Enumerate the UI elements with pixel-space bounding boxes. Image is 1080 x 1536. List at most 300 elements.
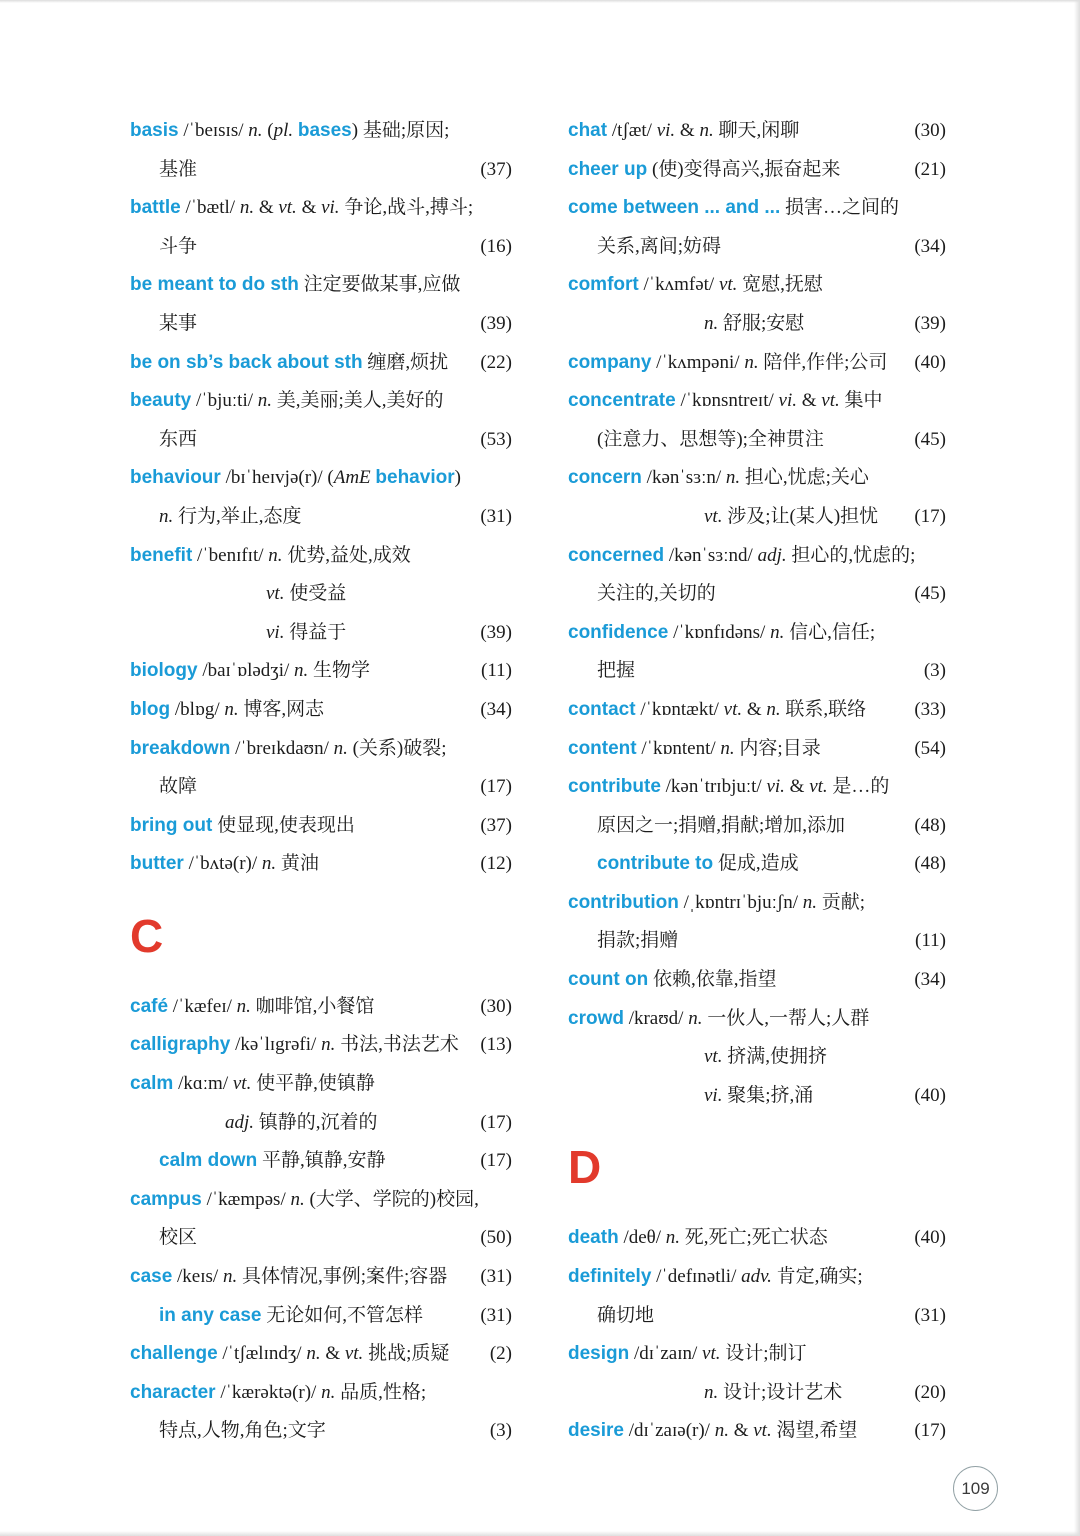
- entry-line: [568, 537, 946, 576]
- text-run: vi.: [321, 197, 340, 219]
- entry-text: [130, 730, 447, 769]
- page-ref: (31): [914, 1304, 946, 1326]
- page-ref: (37): [480, 814, 512, 836]
- text-run: /deθ/: [618, 1227, 666, 1249]
- text-run: n.: [744, 351, 759, 373]
- entry-text: [568, 382, 883, 421]
- entry-line: [568, 884, 946, 923]
- page-ref: (20): [914, 1381, 946, 1403]
- text-run: &: [784, 776, 810, 798]
- text-run: 争论,战斗,搏斗;: [344, 197, 474, 219]
- text-run: /ˈdefɪnətli/: [651, 1266, 742, 1288]
- entry-line: [130, 1104, 512, 1143]
- text-run: n.: [704, 312, 719, 334]
- entry-line: [568, 112, 946, 151]
- text-run: 设计;制订: [725, 1343, 807, 1365]
- text-run: n.: [704, 1381, 719, 1403]
- text-run: 原因之一;捐赠,捐献;增加,添加: [597, 814, 846, 836]
- text-run: 基准: [159, 158, 198, 180]
- text-run: /ˈkɒntækt/: [635, 698, 724, 720]
- headword: come between ... and ...: [568, 197, 781, 219]
- text-run: vi.: [656, 120, 676, 141]
- page-ref: (39): [480, 621, 512, 643]
- text-run: 故障: [159, 776, 198, 798]
- page-ref: (12): [480, 853, 512, 875]
- text-run: 具体情况,事例;案件;容器: [241, 1266, 448, 1288]
- entry-text: [130, 189, 473, 228]
- text-run: 书法,书法艺术: [340, 1034, 459, 1056]
- entry-line: [130, 112, 512, 151]
- headword: basis: [130, 120, 179, 141]
- text-run: 关系,离间;妨碍: [597, 235, 722, 257]
- text-run: 陪伴,作伴;公司: [763, 351, 888, 373]
- glossary-column-left: [130, 112, 512, 1451]
- entry-text: [568, 961, 776, 1000]
- headword: desire: [568, 1420, 624, 1442]
- text-run: 使显现,使表现出: [217, 814, 355, 836]
- text-run: n.: [261, 853, 277, 875]
- text-run: 挤满,使拥挤: [727, 1046, 827, 1068]
- section-header-c: [130, 884, 512, 988]
- entry-text: [130, 344, 448, 383]
- text-run: /ˈbeɪsɪs/: [178, 120, 249, 141]
- text-run: (: [262, 120, 274, 141]
- entry-line: [130, 845, 512, 884]
- text-run: pl.: [273, 120, 294, 141]
- text-run: /ˈkɒnfɪdəns/: [668, 621, 771, 643]
- headword: case: [130, 1266, 173, 1288]
- page-ref: (50): [480, 1227, 512, 1249]
- text-run: n.: [802, 891, 817, 913]
- text-run: vt.: [821, 390, 840, 412]
- entry-line: [568, 807, 946, 846]
- headword: behaviour: [130, 467, 221, 489]
- page-ref: (33): [914, 698, 946, 720]
- text-run: 生物学: [313, 660, 371, 682]
- text-run: 特点,人物,角色;文字: [159, 1420, 326, 1442]
- text-run: 依赖,依靠,指望: [652, 969, 777, 991]
- text-run: vt.: [753, 1420, 772, 1442]
- page-ref: (45): [914, 428, 946, 450]
- entry-text: [130, 382, 444, 421]
- page-ref: (31): [480, 505, 512, 527]
- text-run: n.: [321, 1381, 336, 1403]
- entry-line: [130, 1412, 512, 1451]
- entry-text: [130, 1181, 479, 1220]
- text-run: n.: [248, 120, 263, 141]
- text-run: /ˈkʌmfət/: [638, 274, 719, 296]
- entry-text: [568, 884, 865, 923]
- entry-text: [159, 1412, 326, 1451]
- entry-text: [597, 807, 845, 846]
- entry-line: [130, 807, 512, 846]
- entry-text: [130, 652, 370, 691]
- text-run: vt.: [344, 1343, 364, 1365]
- headword: in any case: [159, 1304, 262, 1326]
- entry-line: [130, 1219, 512, 1258]
- page-ref: (17): [914, 1420, 946, 1442]
- text-run: (注意力、思想等);全神贯注: [597, 428, 824, 450]
- headword: concerned: [568, 544, 665, 566]
- entry-line: [568, 961, 946, 1000]
- entry-line: [130, 228, 512, 267]
- text-run: &: [728, 1420, 754, 1442]
- page-ref: (34): [914, 235, 946, 257]
- page-number: 109: [961, 1478, 990, 1498]
- entry-line: [130, 691, 512, 730]
- text-run: /tʃæt/: [607, 120, 657, 141]
- text-run: /ˈbjuːti/: [191, 390, 258, 412]
- text-run: vt.: [718, 274, 738, 296]
- entry-text: [159, 768, 197, 807]
- text-run: /ˈkærəktə(r)/: [215, 1381, 322, 1403]
- text-run: /ˈkʌmpəni/: [651, 351, 745, 373]
- entry-text: [130, 691, 324, 730]
- entry-line: [568, 459, 946, 498]
- entry-text: [159, 1297, 423, 1336]
- text-run: /ˈbætl/: [180, 197, 240, 219]
- text-run: (关系)破裂;: [352, 737, 447, 759]
- text-run: /dɪˈzaɪn/: [629, 1343, 703, 1365]
- entry-text: [130, 988, 374, 1027]
- entry-text: [568, 189, 899, 228]
- page-ref: (40): [914, 1227, 946, 1249]
- text-run: 优势,益处,成效: [287, 544, 411, 566]
- text-run: /ˈkæfeɪ/: [168, 995, 237, 1017]
- entry-text: [130, 845, 319, 884]
- page-ref: (17): [480, 1150, 512, 1172]
- headword: café: [130, 995, 169, 1017]
- entry-line: [568, 1258, 946, 1297]
- entry-line: [130, 189, 512, 228]
- headword: battle: [130, 197, 181, 219]
- headword: death: [568, 1227, 619, 1249]
- text-run: 渴望,希望: [776, 1420, 858, 1442]
- entry-line: [130, 1026, 512, 1065]
- text-run: /keɪs/: [172, 1266, 223, 1288]
- text-run: 无论如何,不管怎样: [266, 1304, 423, 1326]
- text-run: adv.: [741, 1266, 772, 1288]
- text-run: /kənˈtrɪbjuːt/: [660, 776, 767, 798]
- page-ref: (22): [480, 351, 512, 373]
- text-run: &: [320, 1343, 345, 1365]
- text-run: n.: [268, 544, 283, 566]
- text-run: /kənˈsɜːnd/: [664, 544, 758, 566]
- page-ref: (45): [914, 583, 946, 605]
- entry-line: [568, 421, 946, 460]
- text-run: 肯定,确实;: [776, 1266, 863, 1288]
- headword: calligraphy: [130, 1034, 231, 1056]
- text-run: 品质,性格;: [340, 1381, 427, 1403]
- text-run: vi.: [266, 621, 285, 643]
- text-run: 关注的,关切的: [597, 583, 716, 605]
- entry-line: [130, 459, 512, 498]
- entry-text: [568, 768, 889, 807]
- headword: contribute: [568, 776, 661, 798]
- headword: concern: [568, 467, 642, 489]
- text-run: n.: [257, 390, 272, 412]
- page-ref: (11): [481, 660, 512, 682]
- entry-line: [130, 1297, 512, 1336]
- entry-line: [568, 1219, 946, 1258]
- page-ref: (34): [914, 969, 946, 991]
- page-ref: (48): [914, 814, 946, 836]
- text-run: 内容;目录: [739, 737, 821, 759]
- text-run: /bɪˈheɪvjə(r)/ (: [220, 467, 334, 489]
- entry-text: [130, 459, 461, 498]
- entry-line: [568, 691, 946, 730]
- headword: benefit: [130, 544, 193, 566]
- text-run: n.: [770, 621, 785, 643]
- glossary-column-right: [568, 112, 946, 1451]
- text-run: /ˌkɒntrɪˈbjuːʃn/: [678, 891, 803, 913]
- text-run: adj.: [225, 1111, 255, 1133]
- text-run: 缠磨,烦扰: [367, 351, 449, 373]
- entry-text: [159, 151, 197, 190]
- text-run: (大学、学院的)校园,: [309, 1188, 479, 1210]
- entry-line: [568, 730, 946, 769]
- headword: beauty: [130, 390, 192, 412]
- entry-text: [159, 498, 302, 537]
- entry-text: [130, 1065, 375, 1104]
- entry-text: [568, 1219, 828, 1258]
- entry-line: [130, 730, 512, 769]
- entry-text: [130, 1258, 447, 1297]
- entry-line: [130, 498, 512, 537]
- entry-line: [568, 652, 946, 691]
- text-run: /ˈtʃælɪndʒ/: [217, 1343, 307, 1365]
- text-run: 使受益: [289, 583, 347, 605]
- text-run: n.: [224, 698, 239, 720]
- entry-line: [568, 344, 946, 383]
- entry-text: [704, 1038, 827, 1077]
- entry-text: [130, 807, 355, 846]
- text-run: n.: [294, 660, 309, 682]
- entry-line: [568, 1000, 946, 1039]
- page-ref: (37): [480, 158, 512, 180]
- text-run: ): [351, 120, 363, 141]
- text-run: &: [675, 120, 700, 141]
- page-ref: (3): [489, 1420, 512, 1442]
- text-run: vt.: [702, 1343, 721, 1365]
- headword: behavior: [375, 467, 455, 489]
- entry-text: [568, 112, 799, 151]
- text-run: /ˈbʌtə(r)/: [183, 853, 262, 875]
- text-run: n.: [665, 1227, 681, 1249]
- entry-line: [130, 537, 512, 576]
- text-run: n.: [333, 737, 348, 759]
- text-run: 联系,联络: [785, 698, 867, 720]
- page-ref: (17): [914, 505, 946, 527]
- page-ref: (16): [480, 235, 512, 257]
- entry-line: [130, 305, 512, 344]
- text-run: 担心,忧虑;关心: [744, 467, 869, 489]
- text-run: /kɑːm/: [173, 1073, 233, 1095]
- text-run: n.: [725, 467, 741, 489]
- entry-line: [568, 151, 946, 190]
- entry-line: [568, 498, 946, 537]
- entry-text: [159, 1142, 385, 1181]
- entry-text: [568, 614, 875, 653]
- text-run: vt.: [809, 776, 828, 798]
- headword: chat: [568, 120, 608, 141]
- page-ref: (40): [914, 351, 946, 373]
- page-ref: (13): [480, 1034, 512, 1056]
- entry-line: [130, 614, 512, 653]
- headword: confidence: [568, 621, 669, 643]
- text-run: 美,美丽;美人,美好的: [276, 390, 444, 412]
- entry-text: [568, 1000, 869, 1039]
- entry-line: [568, 1077, 946, 1116]
- entry-text: [159, 1219, 197, 1258]
- text-run: n.: [720, 737, 735, 759]
- text-run: AmE: [333, 467, 371, 489]
- entry-text: [704, 305, 804, 344]
- headword: blog: [130, 698, 171, 720]
- text-run: 平静,镇静,安静: [261, 1150, 386, 1172]
- headword: content: [568, 737, 637, 759]
- entry-text: [597, 922, 678, 961]
- page-ref: (11): [915, 930, 946, 952]
- text-run: 死,死亡;死亡状态: [684, 1227, 828, 1249]
- text-run: n.: [159, 505, 174, 527]
- page-ref: (54): [914, 737, 946, 759]
- entry-text: [130, 1374, 426, 1413]
- text-run: 信心,信任;: [789, 621, 876, 643]
- headword: butter: [130, 853, 184, 875]
- text-run: 聊天,闲聊: [718, 120, 800, 141]
- text-run: /baɪˈɒlədʒi/: [197, 660, 295, 682]
- text-run: /ˈbenɪfɪt/: [192, 544, 269, 566]
- entry-line: [568, 768, 946, 807]
- entry-text: [704, 1374, 842, 1413]
- text-run: 涉及;让(某人)担忧: [727, 505, 879, 527]
- text-run: 行为,举止,态度: [178, 505, 302, 527]
- text-run: 集中: [844, 390, 883, 412]
- text-run: vt.: [266, 583, 285, 605]
- entry-text: [568, 344, 887, 383]
- entry-line: [568, 575, 946, 614]
- entry-text: [568, 691, 866, 730]
- entry-text: [568, 537, 915, 576]
- entry-text: [597, 652, 635, 691]
- entry-text: [568, 266, 823, 305]
- entry-line: [130, 421, 512, 460]
- entry-text: [130, 1026, 459, 1065]
- text-run: /ˈkɒnsntreɪt/: [675, 390, 779, 412]
- headword: contact: [568, 698, 636, 720]
- text-run: 镇静的,沉着的: [258, 1111, 378, 1133]
- page-ref: (17): [480, 1111, 512, 1133]
- entry-text: [597, 421, 824, 460]
- headword: bring out: [130, 814, 213, 836]
- entry-line: [568, 266, 946, 305]
- text-run: 基础;原因;: [362, 120, 450, 141]
- entry-line: [130, 652, 512, 691]
- page-ref: (39): [914, 312, 946, 334]
- text-run: (使)变得高兴,振奋起来: [651, 158, 841, 180]
- entry-line: [130, 1258, 512, 1297]
- text-run: /ˈbreɪkdaʊn/: [230, 737, 334, 759]
- text-run: 把握: [597, 660, 636, 682]
- page-ref: (40): [914, 1084, 946, 1106]
- page-ref: (2): [489, 1343, 512, 1365]
- text-run: /ˈkɒntent/: [636, 737, 721, 759]
- entry-line: [568, 1038, 946, 1077]
- headword: calm: [130, 1073, 174, 1095]
- text-run: 促成,造成: [717, 853, 799, 875]
- headword: calm down: [159, 1150, 258, 1172]
- text-run: n.: [766, 698, 781, 720]
- text-run: 聚集;挤,涌: [727, 1084, 814, 1106]
- text-run: n.: [236, 995, 251, 1017]
- text-run: 博客,网志: [243, 698, 325, 720]
- headword: crowd: [568, 1007, 624, 1029]
- section-letter: C: [130, 909, 164, 962]
- page-ref: (30): [914, 120, 946, 141]
- text-run: &: [796, 390, 822, 412]
- headword: be meant to do sth: [130, 274, 299, 296]
- page-ref: (31): [480, 1266, 512, 1288]
- text-run: &: [742, 698, 767, 720]
- text-run: 担心的,忧虑的;: [791, 544, 916, 566]
- entry-line: [130, 266, 512, 305]
- headword: company: [568, 351, 652, 373]
- text-run: 捐款;捐赠: [597, 930, 679, 952]
- entry-line: [130, 1065, 512, 1104]
- page-ref: (21): [914, 158, 946, 180]
- entry-text: [597, 845, 799, 884]
- text-run: 贡献;: [821, 891, 866, 913]
- text-run: vi.: [766, 776, 785, 798]
- entry-text: [568, 730, 821, 769]
- entry-text: [130, 266, 460, 305]
- page-ref: (3): [923, 660, 946, 682]
- entry-text: [704, 498, 878, 537]
- headword: challenge: [130, 1343, 218, 1365]
- entry-text: [597, 575, 716, 614]
- entry-text: [225, 1104, 378, 1143]
- text-run: 注定要做某事,应做: [303, 274, 461, 296]
- headword: cheer up: [568, 158, 648, 180]
- headword: campus: [130, 1188, 202, 1210]
- entry-text: [704, 1077, 813, 1116]
- entry-text: [597, 228, 721, 267]
- page-edge-bottom: [0, 1531, 1080, 1536]
- page-ref: (39): [480, 312, 512, 334]
- entry-line: [130, 768, 512, 807]
- entry-line: [130, 1374, 512, 1413]
- text-run: 设计;设计艺术: [723, 1381, 843, 1403]
- headword: breakdown: [130, 737, 231, 759]
- headword: contribute to: [597, 853, 714, 875]
- entry-text: [159, 305, 197, 344]
- headword: design: [568, 1343, 630, 1365]
- text-run: /ˈkæmpəs/: [201, 1188, 291, 1210]
- entry-line: [568, 189, 946, 228]
- text-run: 损害…之间的: [784, 197, 899, 219]
- entry-line: [568, 845, 946, 884]
- headword: biology: [130, 660, 198, 682]
- headword: bases: [297, 120, 352, 141]
- page-ref: (31): [480, 1304, 512, 1326]
- text-run: /dɪˈzaɪə(r)/: [623, 1420, 715, 1442]
- text-run: /kəˈlɪgrəfi/: [230, 1034, 322, 1056]
- headword: be on sb’s back about sth: [130, 351, 363, 373]
- entry-line: [568, 922, 946, 961]
- entry-line: [568, 1374, 946, 1413]
- text-run: 是…的: [832, 776, 890, 798]
